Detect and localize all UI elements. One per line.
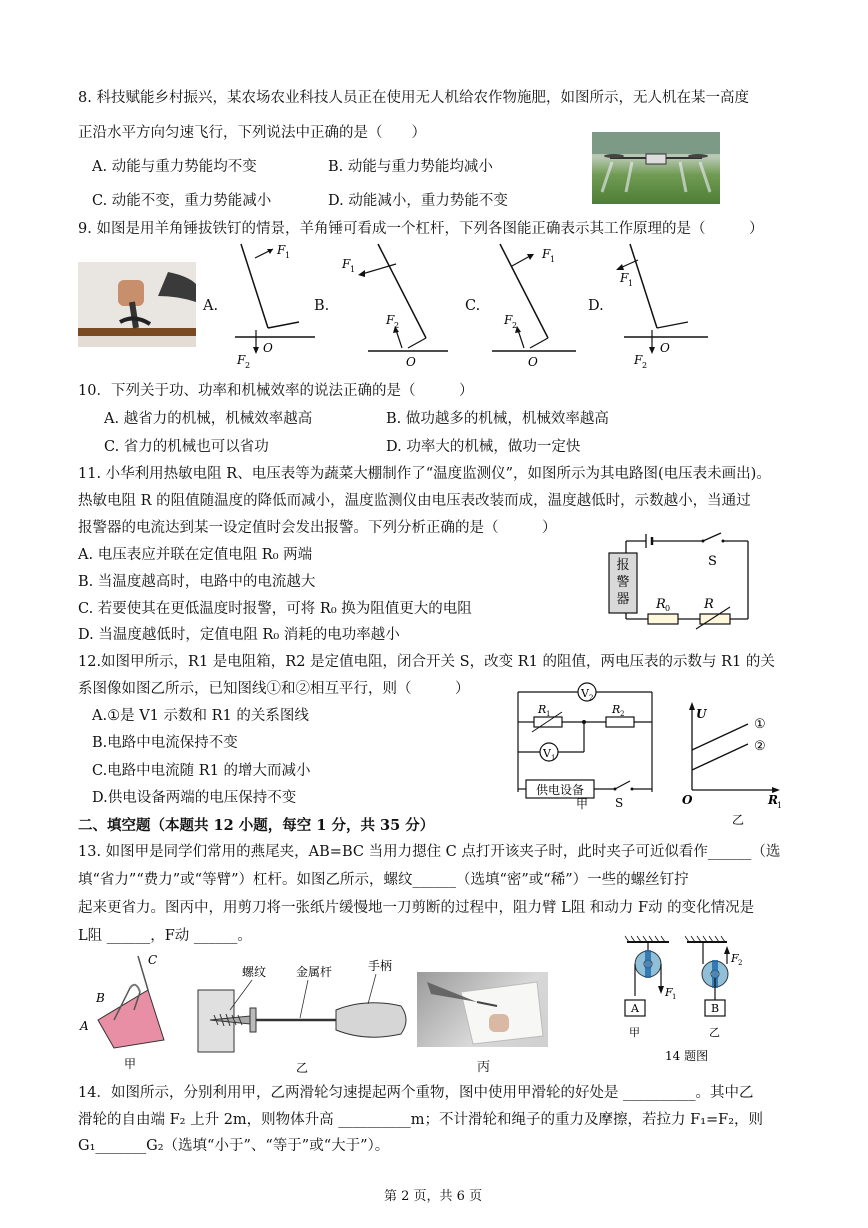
section-fill-in-heading: 二、填空题（本题共 12 小题，每空 1 分，共 35 分）: [78, 817, 435, 834]
svg-text:1: 1: [777, 801, 783, 810]
svg-text:0: 0: [665, 604, 671, 613]
q12-option-b: B.电路中电流保持不变: [92, 735, 238, 751]
svg-text:C: C: [148, 953, 158, 967]
q10-option-a: A. 越省力的机械，机械效率越高: [104, 411, 313, 427]
voltmeter-circuit-diagram: [512, 680, 657, 810]
page-footer: 第 2 页，共 6 页: [384, 1189, 483, 1204]
q11-stem-line2: 热敏电阻 R 的阻值随温度的降低而减小，温度监测仪由电压表改装而成，温度越低时，示数越小，当通过: [78, 493, 751, 509]
svg-text:②: ②: [754, 739, 766, 754]
svg-text:A: A: [631, 1002, 639, 1015]
q13-line2: 填“省力”“费力”或“等臂”）杠杆。如图乙所示，螺纹______（选填“密”或“稀”）一些的螺丝钉拧: [78, 872, 689, 888]
svg-text:F: F: [634, 353, 643, 367]
q11-option-a: A. 电压表应并联在定值电阻 R₀ 两端: [78, 547, 313, 563]
q12-stem-line1: 12.如图甲所示，R1 是电阻箱，R2 是定值电阻，闭合开关 S，改变 R1 的阻值，两电压表的示数与 R1 的关: [78, 654, 775, 670]
svg-text:1: 1: [551, 754, 556, 762]
svg-text:2: 2: [642, 361, 648, 370]
figure-label-bing: 丙: [477, 1060, 491, 1075]
screw-figure: [196, 960, 411, 1080]
svg-text:F: F: [237, 353, 246, 367]
lever-diagram-a: [225, 240, 315, 370]
svg-text:V: V: [543, 747, 551, 760]
q10-option-d: D. 功率大的机械，做功一定快: [386, 439, 581, 455]
q9-label-a: A.: [203, 298, 219, 314]
svg-text:2: 2: [738, 959, 743, 967]
svg-text:乙: 乙: [296, 1061, 309, 1075]
svg-text:F: F: [386, 313, 395, 327]
q8-option-a: A. 动能与重力势能均不变: [92, 159, 257, 175]
svg-text:2: 2: [620, 710, 625, 718]
q8-option-c: C. 动能不变，重力势能减小: [92, 193, 272, 209]
svg-text:1: 1: [550, 255, 556, 264]
svg-text:R: R: [704, 597, 714, 612]
svg-text:F: F: [342, 257, 351, 271]
svg-text:甲: 甲: [124, 1057, 137, 1071]
svg-text:F: F: [277, 243, 286, 257]
u-r1-graph: [680, 700, 785, 830]
svg-text:螺纹: 螺纹: [242, 965, 267, 979]
q11-option-c: C. 若要使其在更低温度时报警，可将 R₀ 换为阻值更大的电阻: [78, 601, 472, 617]
svg-text:F: F: [665, 986, 673, 999]
svg-text:S: S: [615, 796, 624, 810]
svg-text:2: 2: [512, 321, 518, 330]
svg-text:F: F: [504, 313, 513, 327]
q13-line1: 13. 如图甲是同学们常用的燕尾夹，AB=BC 当用力摁住 C 点打开该夹子时，此时夹子可近似看作______（选: [78, 844, 781, 860]
svg-text:O: O: [660, 341, 670, 355]
drone-photo: [592, 132, 720, 204]
svg-text:S: S: [708, 554, 717, 569]
svg-text:F: F: [731, 952, 739, 965]
svg-text:甲: 甲: [576, 797, 589, 811]
svg-text:V: V: [581, 687, 589, 700]
q13-line3: 起来更省力。图丙中，用剪刀将一张纸片缓慢地一刀剪断的过程中，阻力臂 L阻 和动力 F动 的变化情况是: [78, 900, 755, 916]
q14-line3: G₁_______G₂（选填“小于”、“等于”或“大于”）。: [78, 1138, 390, 1154]
svg-text:乙: 乙: [709, 1026, 720, 1039]
supply-label: 供电设备: [535, 783, 585, 797]
svg-text:金属杆: 金属杆: [296, 965, 333, 979]
svg-text:1: 1: [350, 265, 356, 274]
q11-option-b: B. 当温度越高时，电路中的电流越大: [78, 574, 316, 590]
svg-text:R: R: [768, 793, 778, 807]
svg-text:R: R: [612, 703, 621, 716]
svg-text:①: ①: [754, 717, 766, 732]
svg-text:B: B: [96, 991, 105, 1005]
svg-text:警: 警: [616, 575, 630, 590]
svg-text:14 题图: 14 题图: [665, 1049, 709, 1063]
alarm-label: 报: [616, 558, 630, 573]
scissors-photo: [417, 972, 548, 1047]
alarm-circuit-diagram: [606, 531, 756, 631]
q10-option-b: B. 做功越多的机械，机械效率越高: [386, 411, 609, 427]
svg-text:O: O: [682, 793, 693, 807]
q8-option-b: B. 动能与重力势能均减小: [328, 159, 493, 175]
svg-text:器: 器: [616, 592, 630, 607]
svg-text:1: 1: [672, 993, 677, 1001]
q10-option-c: C. 省力的机械也可以省功: [104, 439, 269, 455]
q14-line2: 滑轮的自由端 F₂ 上升 2m，则物体升高 __________m；不计滑轮和绳子的重力及摩擦，若拉力 F₁=F₂，则: [78, 1112, 764, 1128]
svg-text:F: F: [620, 271, 629, 285]
binder-clip-figure: [78, 950, 178, 1070]
svg-text:手柄: 手柄: [368, 959, 393, 973]
q9-label-b: B.: [314, 298, 330, 314]
svg-text:F: F: [542, 247, 551, 261]
lever-diagram-c: [490, 240, 600, 370]
pulley-figure: [613, 936, 753, 1066]
q8-stem-line2: 正沿水平方向匀速飞行，下列说法中正确的是（ ）: [78, 125, 426, 141]
lever-diagram-b: [338, 240, 448, 370]
svg-text:O: O: [406, 355, 416, 369]
svg-text:2: 2: [245, 361, 251, 370]
svg-text:乙: 乙: [732, 813, 745, 827]
svg-text:U: U: [696, 707, 707, 721]
q12-option-d: D.供电设备两端的电压保持不变: [92, 790, 297, 806]
q13-line4: L阻 ______，F动 ______。: [78, 928, 252, 944]
svg-text:A: A: [80, 1019, 89, 1033]
hammer-photo: [78, 262, 196, 347]
svg-text:1: 1: [628, 279, 634, 288]
lever-diagram-d: [612, 240, 722, 370]
q12-option-c: C.电路中电流随 R1 的增大而减小: [92, 763, 311, 779]
q11-stem-line1: 11. 小华利用热敏电阻 R、电压表等为蔬菜大棚制作了“温度监测仪”，如图所示为其电路图(电压表未画出)。: [78, 466, 771, 482]
svg-text:1: 1: [546, 710, 551, 718]
q9-label-d: D.: [588, 298, 604, 314]
q10-stem: 10．下列关于功、功率和机械效率的说法正确的是（ ）: [78, 383, 474, 399]
svg-text:R: R: [656, 597, 666, 612]
svg-text:2: 2: [394, 321, 400, 330]
svg-text:1: 1: [285, 251, 291, 260]
q8-stem-line1: 8. 科技赋能乡村振兴，某农场农业科技人员正在使用无人机给农作物施肥，如图所示，无人机在某一高度: [78, 90, 749, 106]
svg-text:2: 2: [589, 694, 594, 702]
svg-text:B: B: [710, 1002, 720, 1015]
q14-line1: 14．如图所示，分别利用甲，乙两滑轮匀速提起两个重物，图中使用甲滑轮的好处是 __________。其中乙: [78, 1085, 754, 1101]
q9-stem: 9. 如图是用羊角锤拔铁钉的情景，羊角锤可看成一个杠杆，下列各图能正确表示其工作原理的是（ ）: [78, 221, 764, 237]
svg-text:O: O: [528, 355, 538, 369]
q9-label-c: C.: [465, 298, 481, 314]
svg-text:R: R: [538, 703, 547, 716]
q11-stem-line3: 报警器的电流达到某一设定值时会发出报警。下列分析正确的是（ ）: [78, 520, 557, 536]
q8-option-d: D. 动能减小，重力势能不变: [328, 193, 508, 209]
q11-option-d: D. 当温度越低时，定值电阻 R₀ 消耗的电功率越小: [78, 627, 400, 643]
svg-text:O: O: [263, 341, 273, 355]
q12-option-a: A.①是 V1 示数和 R1 的关系图线: [92, 708, 309, 724]
svg-text:甲: 甲: [629, 1026, 640, 1039]
q12-stem-line2: 系图像如图乙所示，已知图线①和②相互平行，则（ ）: [78, 681, 470, 697]
